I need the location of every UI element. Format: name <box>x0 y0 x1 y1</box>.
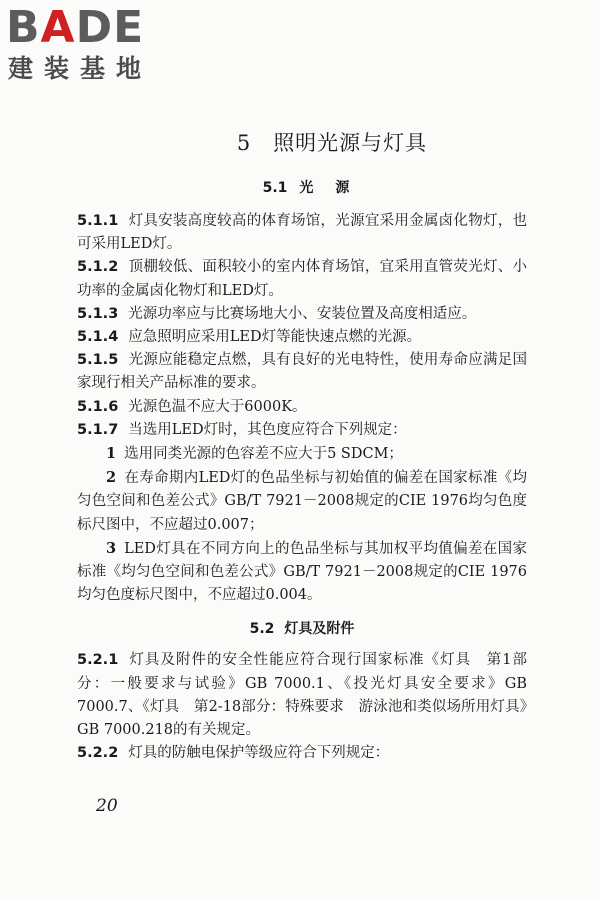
clause-text: 当选用LED灯时，其色度应符合下列规定： <box>128 421 407 438</box>
clause-text: 应急照明应采用LED灯等能快速点燃的光源。 <box>128 329 422 346</box>
clause-number: 5.1.1 <box>77 213 119 229</box>
clause-number: 5.1.2 <box>77 259 119 276</box>
clause-number: 5.2.1 <box>77 652 119 669</box>
clause-text: 光源功率应与比赛场地大小、安装位置及高度相适应。 <box>128 305 477 322</box>
clause-number: 5.1.3 <box>77 305 119 322</box>
clause-5-2-2 <box>77 742 527 765</box>
logo-letter-a: A <box>40 2 76 53</box>
clause-text: 顶棚较低、面积较小的室内体育场馆，宜采用直管荧光灯、小功率的金属卤化物灯和LED灯。 <box>77 259 527 299</box>
logo-subtitle: 建装基地 <box>8 54 153 83</box>
item-number: 3 <box>106 539 117 557</box>
item-number: 2 <box>106 469 117 487</box>
clause-number: 5.1.6 <box>77 398 119 415</box>
clause-number: 5.1.7 <box>77 421 119 438</box>
section-title-5-2 <box>77 619 527 639</box>
section-title-text: 光源 <box>299 180 372 196</box>
item-text: 在寿命期内LED灯的色品坐标与初始值的偏差在国家标准《均匀色空间和色差公式》GB/T 7921－2008规定的CIE 1976均匀色度标尺图中，不应超过0.007； <box>77 470 527 533</box>
clause-text: 光源应能稳定点燃，具有良好的光电特性，使用寿命应满足国家现行相关产品标准的要求。 <box>77 352 527 392</box>
item-text: LED灯具在不同方向上的色品坐标与其加权平均值偏差在国家标准《均匀色空间和色差公式》GB/T 7921－2008规定的CIE 1976均匀色度标尺图中，不应超过0.004。 <box>77 540 527 604</box>
clause-text: 灯具及附件的安全性能应符合现行国家标准《灯具 第1部分：一般要求与试验》GB 7000.1、《投光灯具安全要求》GB 7000.7、《灯具 第2-18部分：特殊要求 游泳池和类似场所用灯具》GB 7000.218的有关规定。 <box>77 652 527 739</box>
section-title-5-1 <box>77 178 527 198</box>
clause-5-1-6 <box>77 396 527 419</box>
list-item-1 <box>77 442 527 466</box>
clause-5-1-3 <box>77 303 527 326</box>
chapter-title-text: 照明光源与灯具 <box>273 131 428 155</box>
chapter-number: 5 <box>236 131 252 155</box>
item-number: 1 <box>106 445 117 463</box>
logo-letter-d: D <box>75 2 114 53</box>
chapter-title <box>77 128 527 158</box>
clause-5-1-4 <box>77 326 527 349</box>
clause-text: 光源色温不应大于6000K。 <box>128 398 307 415</box>
clause-5-1-7 <box>77 419 527 442</box>
list-item-3 <box>77 537 527 608</box>
clause-5-1-5 <box>77 349 527 395</box>
list-item-2 <box>77 466 527 537</box>
item-text: 选用同类光源的色容差不应大于5 SDCM； <box>124 446 403 463</box>
page-number: 20 <box>96 796 118 816</box>
logo-letter-b: B <box>6 2 41 53</box>
clause-number: 5.1.5 <box>77 352 119 369</box>
logo-letter-e: E <box>113 2 145 53</box>
section-number: 5.2 <box>249 621 275 638</box>
clause-number: 5.2.2 <box>77 745 119 762</box>
clause-5-1-2 <box>77 256 527 302</box>
clause-5-1-1 <box>77 210 527 256</box>
clause-number: 5.1.4 <box>77 329 119 346</box>
document-page <box>77 120 527 765</box>
clause-text: 灯具的防触电保护等级应符合下列规定： <box>128 745 390 762</box>
clause-5-2-1 <box>77 649 527 742</box>
section-number: 5.1 <box>262 180 288 196</box>
clause-text: 灯具安装高度较高的体育场馆，光源宜采用金属卤化物灯，也可采用LED灯。 <box>77 213 527 253</box>
logo-wordmark <box>6 4 206 52</box>
bade-logo <box>6 4 206 84</box>
section-title-text: 灯具及附件 <box>284 621 355 638</box>
